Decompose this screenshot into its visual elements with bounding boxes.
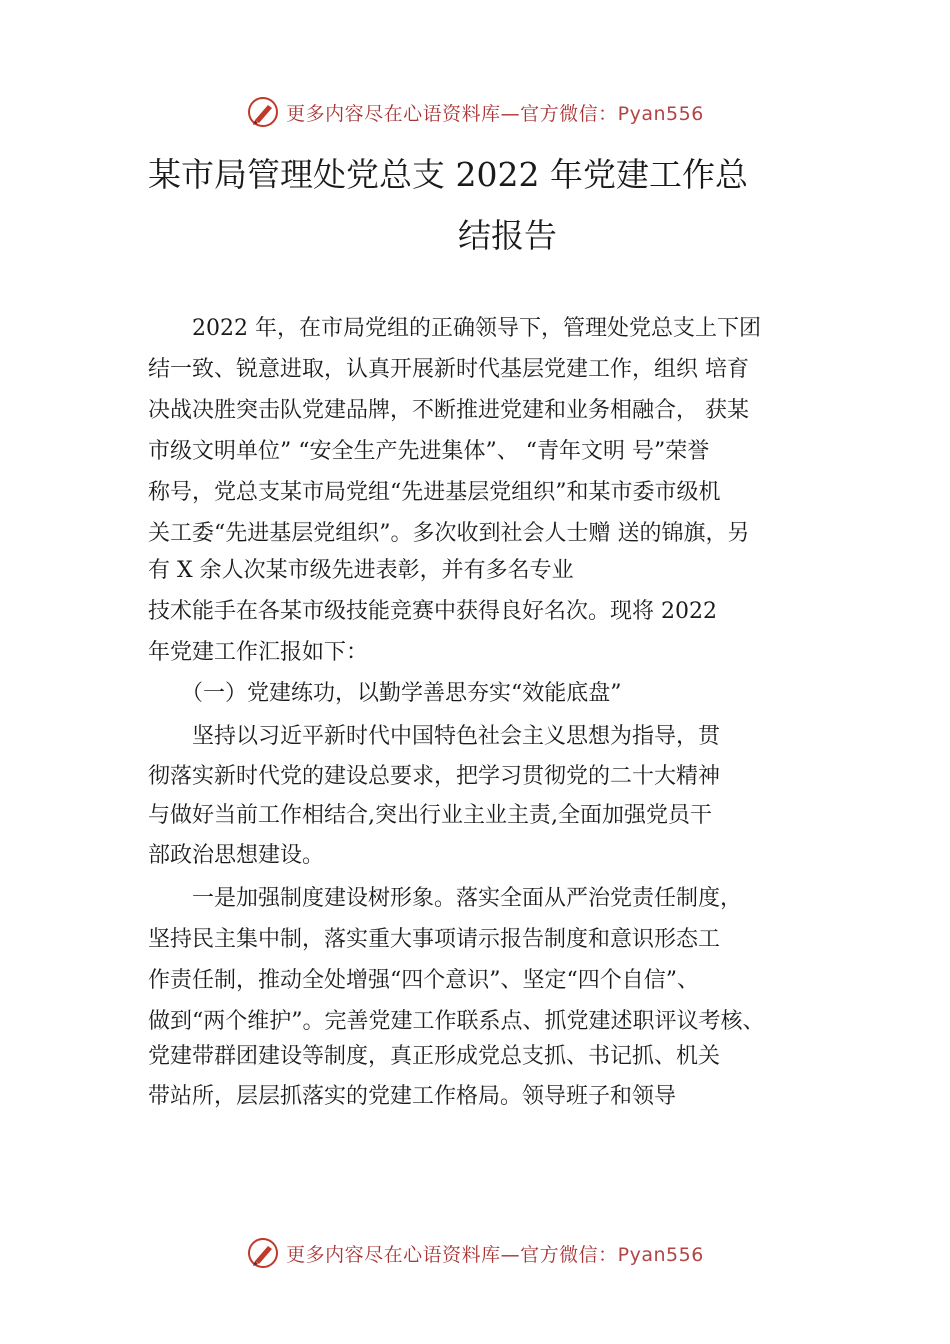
document-title-line-1: 某市局管理处党总支 2022 年党建工作总 — [148, 155, 748, 194]
pen-logo-icon — [246, 95, 280, 129]
footer-watermark — [0, 1233, 950, 1273]
body-line: 作责任制，推动全处增强“四个意识”、坚定“四个自信”、 — [148, 968, 699, 993]
body-line: 决战决胜突击队党建品牌，不断推进党建和业务相融合， 获某 — [148, 398, 749, 423]
pen-logo-icon — [246, 1236, 280, 1270]
body-line: 年党建工作汇报如下： — [148, 640, 369, 665]
body-line: 党建带群团建设等制度，真正形成党总支抓、书记抓、机关 — [148, 1044, 721, 1069]
section-heading: （一）党建练功，以勤学善思夯实“效能底盘” — [148, 681, 622, 706]
body-line: 带站所，层层抓落实的党建工作格局。领导班子和领导 — [148, 1084, 677, 1109]
body-line: 结一致、锐意进取，认真开展新时代基层党建工作，组织 培育 — [148, 357, 749, 382]
body-line: 一是加强制度建设树形象。落实全面从严治党责任制度， — [148, 886, 743, 911]
body-line: 坚持民主集中制，落实重大事项请示报告制度和意识形态工 — [148, 927, 721, 952]
body-line: 2022 年，在市局党组的正确领导下，管理处党总支上下团 — [148, 316, 761, 341]
body-line: 关工委“先进基层党组织”。多次收到社会人士赠 送的锦旗，另 — [148, 521, 750, 546]
wechat-id: Pyan556 — [617, 102, 704, 125]
body-line: 有 X 余人次某市级先进表彰，并有多名专业 — [148, 558, 574, 583]
body-line: 市级文明单位” “安全生产先进集体”、 “青年文明 号”荣誉 — [148, 439, 710, 464]
watermark-text: 更多内容尽在心语资料库—官方微信：Pyan556 — [286, 1243, 704, 1266]
body-line: 做到“两个维护”。完善党建工作联系点、抓党建述职评议考核、 — [148, 1009, 765, 1034]
wechat-id: Pyan556 — [617, 1243, 704, 1266]
watermark-text: 更多内容尽在心语资料库—官方微信：Pyan556 — [286, 102, 704, 125]
body-line: 称号，党总支某市局党组“先进基层党组织”和某市委市级机 — [148, 480, 721, 505]
body-line: 坚持以习近平新时代中国特色社会主义思想为指导，贯 — [148, 724, 721, 749]
body-line: 部政治思想建设。 — [148, 843, 325, 868]
body-line: 技术能手在各某市级技能竞赛中获得良好名次。现将 2022 — [148, 599, 717, 624]
header-watermark — [0, 92, 950, 132]
document-title-line-2: 结报告 — [458, 216, 557, 255]
body-line: 彻落实新时代党的建设总要求，把学习贯彻党的二十大精神 — [148, 764, 721, 789]
body-line: 与做好当前工作相结合,突出行业主业主责,全面加强党员干 — [148, 803, 712, 828]
